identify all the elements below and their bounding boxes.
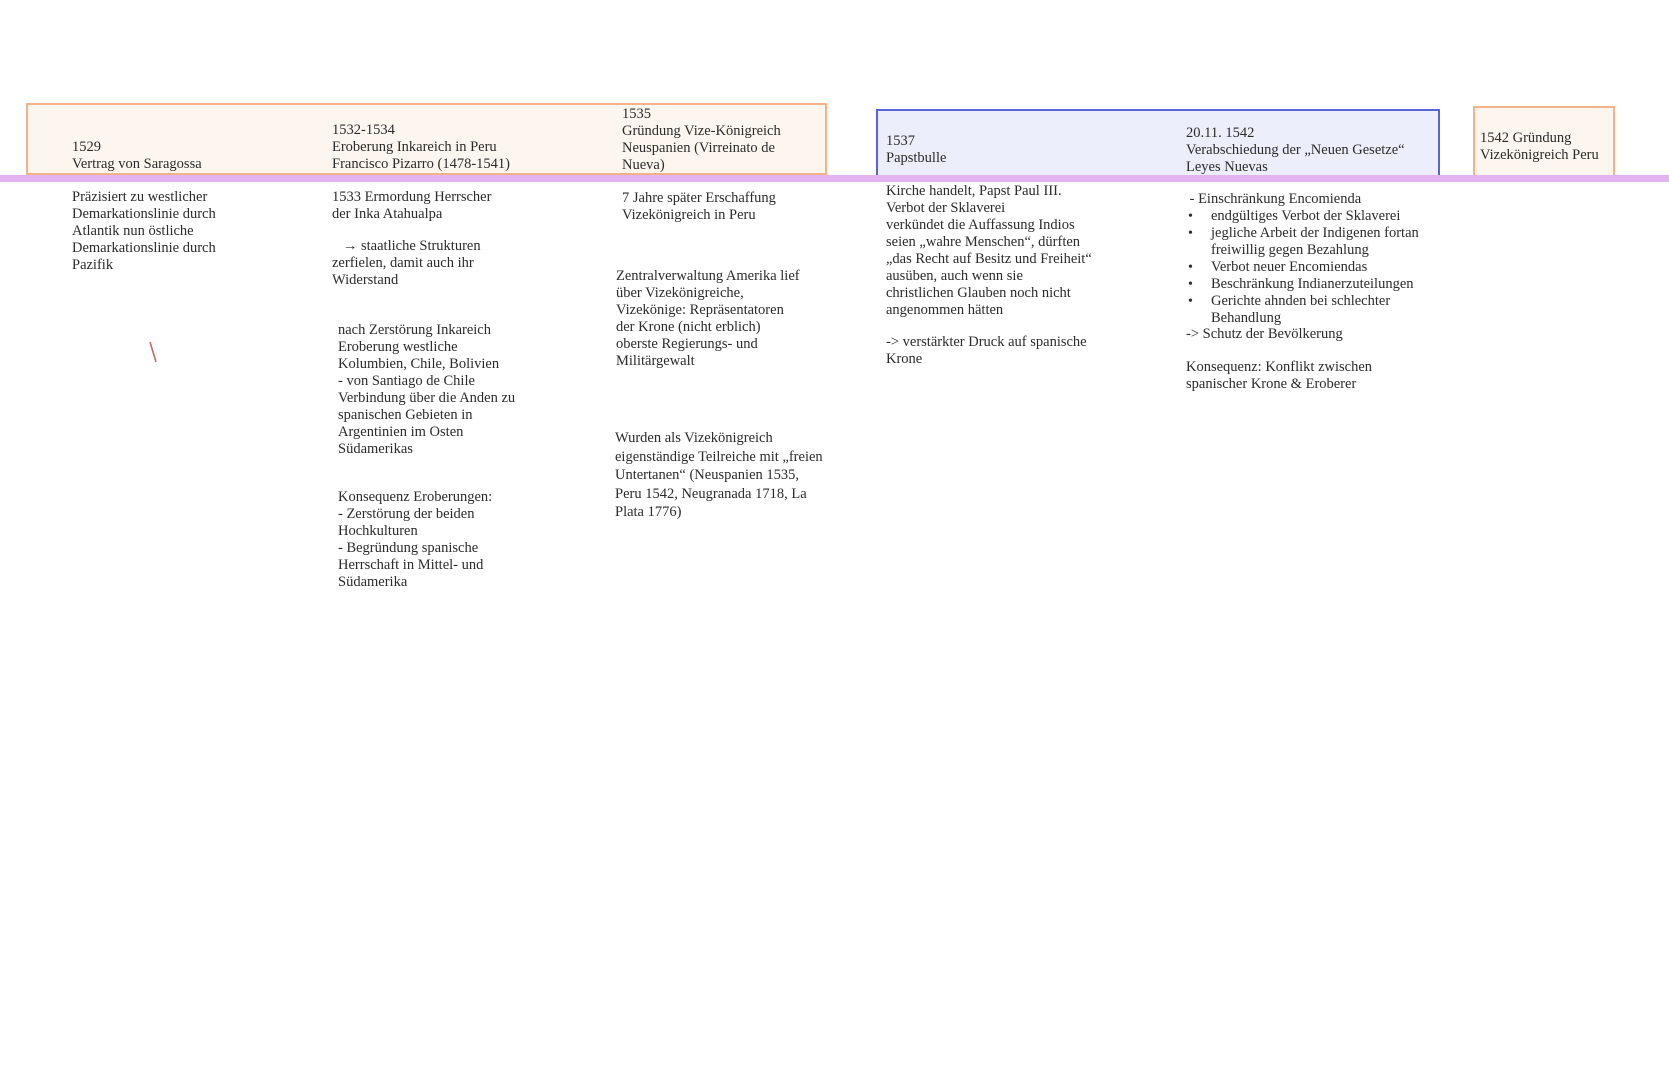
event-title: Gründung Vize-Königreich Neuspanien (Virreinato de Nueva) (622, 123, 781, 173)
event-detail: Wurden als Vizekönigreich eigenständige Teilreiche mit „freien Untertanen“ (Neuspanien 1535, Peru 1542, Neugranada 1718, La Plata 1776) (615, 430, 823, 520)
event-detail: -> verstärkter Druck auf spanische Krone (886, 334, 1087, 367)
event-title: Verabschiedung der „Neuen Gesetze“ Leyes Nuevas (1186, 142, 1405, 175)
event-title: 1542 Gründung Vizekönigreich Peru (1480, 130, 1599, 163)
timeline-line (0, 175, 1669, 182)
event-detail: 7 Jahre später Erschaffung Vizekönigreich in Peru (622, 190, 776, 223)
list-item: • Beschränkung Indianerzuteilungen (1186, 276, 1419, 293)
event-title: Eroberung Inkareich in Peru Francisco Pizarro (1478-1541) (332, 139, 510, 172)
list-item: • endgültiges Verbot der Sklaverei (1186, 208, 1419, 225)
event-title: Vertrag von Saragossa (72, 156, 202, 172)
event-date: 1532-1534 (332, 122, 395, 138)
pen-stroke-mark (148, 340, 158, 364)
event-detail: Kirche handelt, Papst Paul III. Verbot der Sklaverei verkündet die Auffassung Indios seien „wahre Menschen“, dürften „das Recht auf Besitz und Freiheit“ ausüben, auch wenn sie christlichen Glauben noch nicht angenommen hätten (886, 183, 1092, 318)
event-after: -> Schutz der Bevölkerung (1186, 326, 1343, 342)
event-intro: - Einschränkung Encomienda (1186, 191, 1362, 207)
event-title: Papstbulle (886, 150, 947, 166)
event-date: 1529 (72, 139, 101, 155)
event-consequence: Konsequenz: Konflikt zwischen spanischer Krone & Eroberer (1186, 359, 1373, 392)
event-detail: Konsequenz Eroberungen: - Zerstörung der beiden Hochkulturen - Begründung spanische Herrschaft in Mittel- und Südamerika (338, 489, 493, 590)
list-item: • jegliche Arbeit der Indigenen fortan freiwillig gegen Bezahlung (1186, 225, 1419, 259)
event-date: 1535 (622, 106, 651, 122)
list-item: • Gerichte ahnden bei schlechter Behandlung (1186, 293, 1419, 327)
event-detail: nach Zerstörung Inkareich Eroberung westliche Kolumbien, Chile, Bolivien - von Santiago de Chile Verbindung über die Anden zu spanischen Gebieten in Argentinien im Osten Südamerikas (338, 322, 516, 457)
list-item: • Verbot neuer Encomiendas (1186, 259, 1419, 276)
event-date: 20.11. 1542 (1186, 125, 1255, 141)
event-detail: Zentralverwaltung Amerika lief über Vizekönigreiche, Vizekönige: Repräsentatoren der Krone (nicht erblich) oberste Regierungs- und Militärgewalt (616, 268, 800, 369)
event-date: 1537 (886, 133, 915, 149)
law-bullet-list (1186, 208, 1419, 327)
event-detail: → staatliche Strukturen zerfielen, damit auch ihr Widerstand (332, 238, 481, 288)
event-detail: Präzisiert zu westlicher Demarkationslinie durch Atlantik nun östliche Demarkationslinie durch Pazifik (72, 189, 216, 273)
event-detail: 1533 Ermordung Herrscher der Inka Atahualpa (332, 189, 492, 222)
